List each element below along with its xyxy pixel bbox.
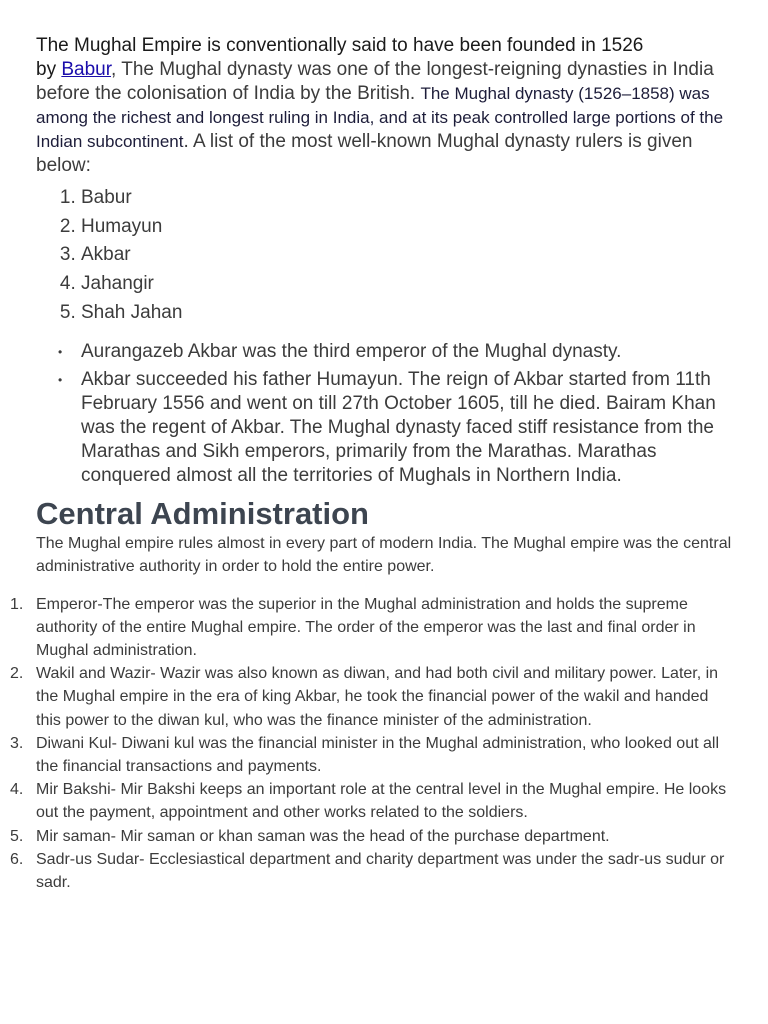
role-text: Emperor-The emperor was the superior in the Mughal administration and holds the supreme authority of the entire Mughal empire. The order of the emperor was the last and final order in Mughal administration. xyxy=(36,595,696,659)
role-text: Diwani Kul- Diwani kul was the financial minister in the Mughal administration, who looked out all the financial transactions and payments. xyxy=(36,734,719,775)
intro-by: by xyxy=(36,59,62,80)
role-item: 1. Emperor-The emperor was the superior in the Mughal administration and holds the supreme authority of the entire Mughal empire. The order of the emperor was the last and final order in Mughal administration. xyxy=(10,595,696,659)
role-text: Mir Bakshi- Mir Bakshi keeps an important role at the central level in the Mughal empire. He looks out the payment, appointment and other works related to the soldiers. xyxy=(36,781,727,822)
document-page xyxy=(10,34,736,894)
bullet-icon: • xyxy=(58,344,63,359)
roles-list xyxy=(10,593,736,895)
bullet-icon: • xyxy=(58,372,63,387)
rulers-list xyxy=(36,184,736,328)
ruler-item: 2. Humayun xyxy=(81,213,736,242)
role-item: 5. Mir saman- Mir saman or khan saman was the head of the purchase department. xyxy=(10,827,610,845)
role-item: 6. Sadr-us Sudar- Ecclesiastical department and charity department was under the sadr-us sudur or sadr. xyxy=(10,850,725,891)
ruler-item: 1. Babur xyxy=(81,184,736,213)
fact-item xyxy=(58,368,736,488)
intro-highlight: The Mughal dynasty (1526–1858) was among the richest and longest ruling in India, and at its peak controlled large portions of the Indian subcontinent xyxy=(36,84,724,151)
intro-text-3: . A list of the most well-known Mughal dynasty rulers is given below: xyxy=(36,131,693,176)
intro-text-1: The Mughal Empire is conventionally said to have been founded in 1526 xyxy=(36,35,644,56)
role-text: Mir saman- Mir saman or khan saman was the head of the purchase department. xyxy=(36,827,610,845)
role-item: 2. Wakil and Wazir- Wazir was also known as diwan, and had both civil and military power. Later, in the Mughal empire in the era of king Akbar, he took the financial power of the wakil and handed this power to the diwan kul, who was the finance minister of the administration. xyxy=(10,665,719,729)
facts-list xyxy=(36,340,736,488)
ruler-item: 3. Akbar xyxy=(81,241,736,270)
intro-paragraph xyxy=(36,34,736,178)
ruler-item: 5. Shah Jahan xyxy=(81,299,736,328)
intro-text-2: , The Mughal dynasty was one of the longest-reigning dynasties in India before the colonisation of India by the British. xyxy=(36,59,714,104)
section-intro: The Mughal empire rules almost in every part of modern India. The Mughal empire was the central administrative authority in order to hold the entire power. xyxy=(36,534,732,575)
babur-link[interactable]: Babur xyxy=(61,59,112,80)
role-item: 3. Diwani Kul- Diwani kul was the financial minister in the Mughal administration, who looked out all the financial transactions and payments. xyxy=(10,734,719,775)
fact-text: Akbar succeeded his father Humayun. The reign of Akbar started from 11th February 1556 and went on till 27th October 1605, till he died. Bairam Khan was the regent of Akbar. The Mughal dynasty faced stiff resistance from the Marathas and Sikh emperors, primarily from the Marathas. Marathas conquered almost all the territories of Mughals in Northern India. xyxy=(81,368,716,486)
fact-text: Aurangazeb Akbar was the third emperor of the Mughal dynasty. xyxy=(81,340,622,362)
role-text: Sadr-us Sudar- Ecclesiastical department and charity department was under the sadr-us sudur or sadr. xyxy=(36,850,725,891)
fact-item xyxy=(58,340,736,364)
role-item: 4. Mir Bakshi- Mir Bakshi keeps an important role at the central level in the Mughal empire. He looks out the payment, appointment and other works related to the soldiers. xyxy=(10,781,727,822)
ruler-item: 4. Jahangir xyxy=(81,270,736,299)
role-text: Wakil and Wazir- Wazir was also known as diwan, and had both civil and military power. Later, in the Mughal empire in the era of king Akbar, he took the financial power of the wakil and handed this power to the diwan kul, who was the finance minister of the administration. xyxy=(36,665,719,729)
section-heading: Central Administration xyxy=(36,495,369,531)
